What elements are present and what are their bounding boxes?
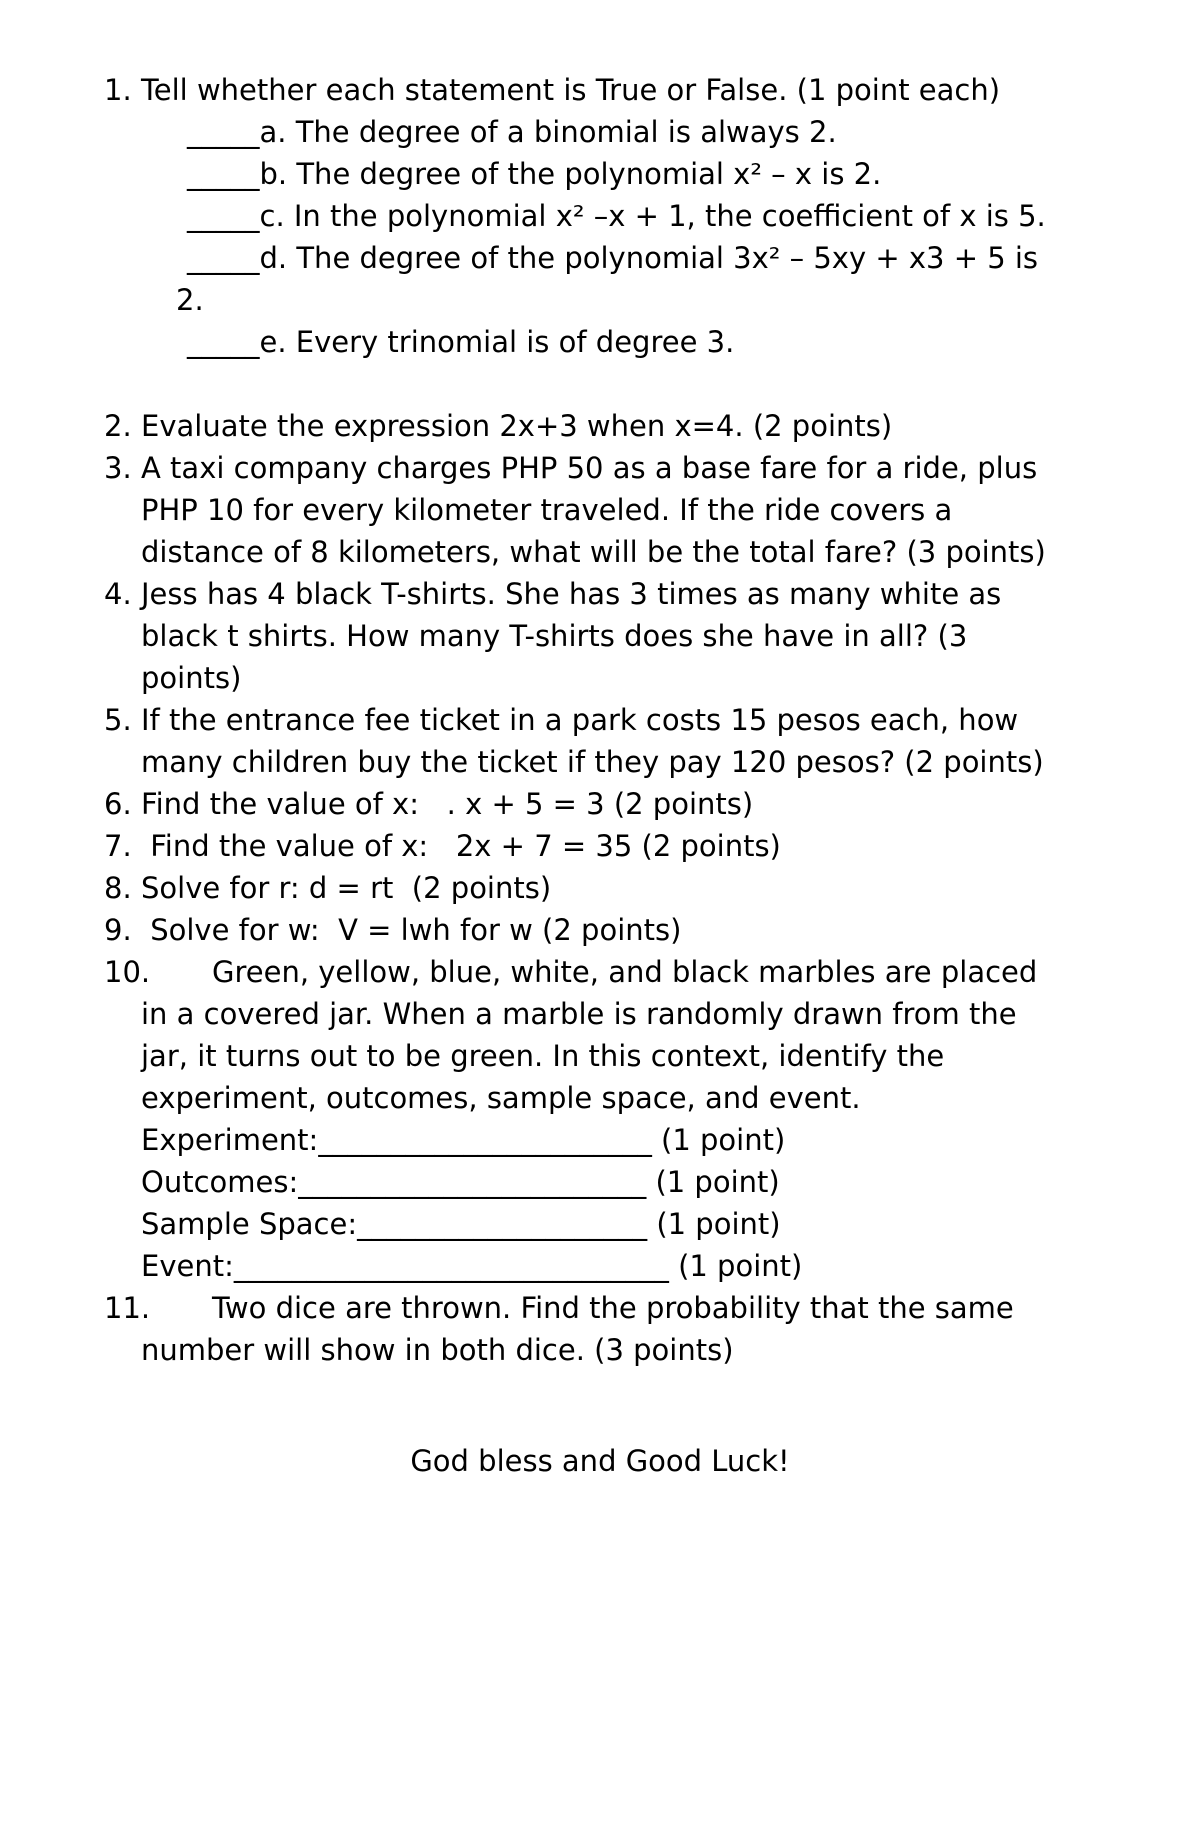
question-number: 1. (104, 73, 132, 107)
question-text: jar, it turns out to be green. In this context, identify the (141, 1039, 945, 1073)
question-number: 5. (104, 703, 132, 737)
question-text: points) (141, 661, 242, 695)
question-text: If the entrance fee ticket in a park costs 15 pesos each, how (141, 703, 1019, 737)
question-number: 7. (104, 829, 132, 863)
question-text: A taxi company charges PHP 50 as a base fare for a ride, plus (141, 451, 1038, 485)
statement-a: _____a. The degree of a binomial is always 2. (187, 115, 837, 149)
question-text: distance of 8 kilometers, what will be the total fare? (3 points) (141, 535, 1046, 569)
question-number: 8. (104, 871, 132, 905)
question-number: 2. (104, 409, 132, 443)
answer-line-experiment: Experiment:_______________________ (1 point) (141, 1123, 786, 1157)
question-text: number will show in both dice. (3 points) (141, 1333, 734, 1367)
question-text: in a covered jar. When a marble is randomly drawn from the (141, 997, 1017, 1031)
question-number: 3. (104, 451, 132, 485)
question-text: black t shirts. How many T-shirts does she have in all? (3 (141, 619, 968, 653)
answer-line-sample-space: Sample Space:____________________ (1 point) (141, 1207, 781, 1241)
question-text: Find the value of x: 2x + 7 = 35 (2 points) (141, 829, 781, 863)
answer-line-outcomes: Outcomes:________________________ (1 point) (141, 1165, 780, 1199)
question-text: Find the value of x: . x + 5 = 3 (2 points) (141, 787, 754, 821)
statement-d-continued: 2. (176, 283, 204, 317)
statement-c: _____c. In the polynomial x² –x + 1, the coefficient of x is 5. (187, 199, 1046, 233)
question-number: 4. (104, 577, 132, 611)
question-number: 10. (104, 955, 151, 989)
question-number: 11. (104, 1291, 151, 1325)
statement-d: _____d. The degree of the polynomial 3x² – 5xy + x3 + 5 is (187, 241, 1039, 275)
question-number: 6. (104, 787, 132, 821)
question-text: Evaluate the expression 2x+3 when x=4. (2 points) (141, 409, 893, 443)
question-text: PHP 10 for every kilometer traveled. If the ride covers a (141, 493, 953, 527)
question-number: 9. (104, 913, 132, 947)
closing-message: God bless and Good Luck! (410, 1444, 790, 1478)
statement-e: _____e. Every trinomial is of degree 3. (187, 325, 735, 359)
question-text: many children buy the ticket if they pay 120 pesos? (2 points) (141, 745, 1044, 779)
question-text: Solve for r: d = rt (2 points) (141, 871, 552, 905)
statement-b: _____b. The degree of the polynomial x² – x is 2. (187, 157, 882, 191)
question-text: Jess has 4 black T-shirts. She has 3 times as many white as (141, 577, 1002, 611)
question-text: Green, yellow, blue, white, and black marbles are placed (212, 955, 1038, 989)
question-text: Two dice are thrown. Find the probability that the same (212, 1291, 1014, 1325)
question-text: Solve for w: V = lwh for w (2 points) (141, 913, 682, 947)
question-text: experiment, outcomes, sample space, and event. (141, 1081, 861, 1115)
answer-line-event: Event:______________________________ (1 point) (141, 1249, 803, 1283)
question-text: Tell whether each statement is True or False. (1 point each) (141, 73, 1001, 107)
